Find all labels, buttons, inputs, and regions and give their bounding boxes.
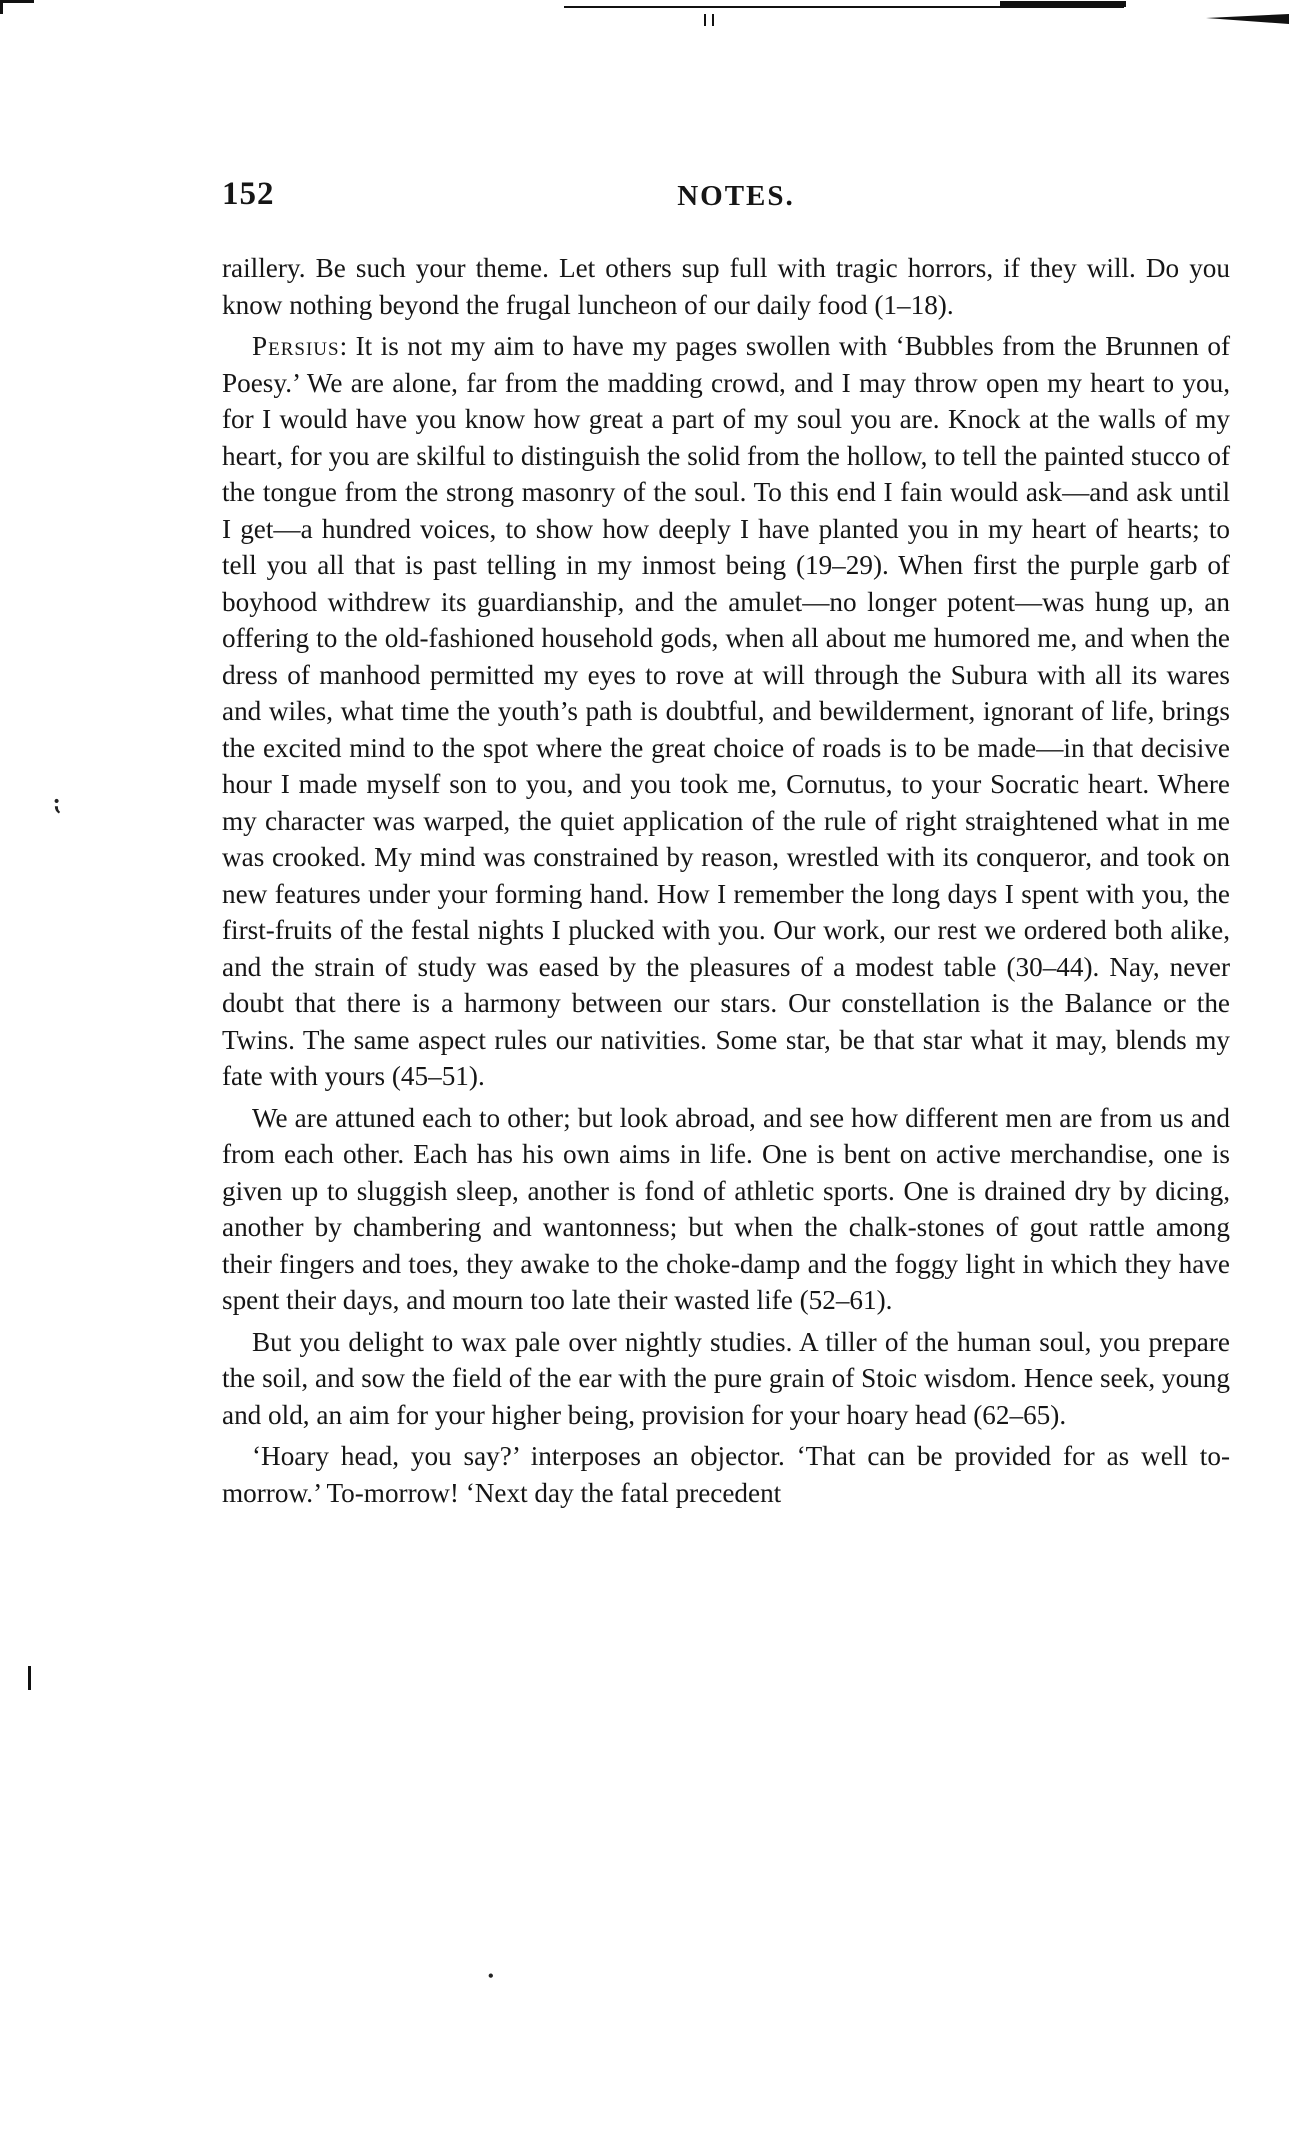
page-number: 152 bbox=[222, 176, 275, 212]
page-header bbox=[222, 176, 1230, 226]
body-text bbox=[222, 250, 1230, 1516]
scan-edge-mark-right bbox=[1206, 14, 1289, 24]
scan-tick-left-margin bbox=[28, 1666, 31, 1690]
paragraph: But you delight to wax pale over nightly studies. A tiller of the human soul, you prepare the soil, and sow the field of the ear with the pure grain of Stoic wisdom. Hence seek, young and old, an aim for your higher being, provision for your hoary head (62–65). bbox=[222, 1326, 1230, 1430]
scan-rule-top-thick bbox=[1000, 1, 1126, 7]
stray-dot-bottom: • bbox=[488, 1968, 494, 1985]
paragraph-text: : It is not my aim to have my pages swollen with ‘Bubbles from the Brunnen of Poesy.’ We are alone, far from the madding crowd, and I may throw open my heart to you, for I would have you know how great a part of my soul you are. Knock at the walls of my heart, for you are skilful to distinguish the solid from the hollow, to tell the painted stucco of the tongue from the strong masonry of the soul. To this end I fain would ask—and ask until I get—a hundred voices, to show how deeply I have planted you in my heart of hearts; to tell you all that is past telling in my inmost being (19–29). When first the purple garb of boyhood withdrew its guardianship, and the amulet—no longer potent—was hung up, an offering to the old-fashioned household gods, when all about me humored me, and when the dress of manhood permitted my eyes to rove at will through the Subura with all its wares and wiles, what time the youth’s path is doubtful, and bewilderment, ignorant of life, brings the excited mind to the spot where the great choice of roads is to be made—in that decisive hour I made myself son to you, and you took me, Cornutus, to your Socratic heart. Where my character was warped, the quiet application of the rule of right straightened what in me was crooked. My mind was constrained by reason, wrestled with its conqueror, and took on new features under your forming hand. How I remember the long days I spent with you, the first-fruits of the festal nights I plucked with you. Our work, our rest we ordered both alike, and the strain of study was eased by the pleasures of a modest table (30–44). Nay, never doubt that there is a harmony between our stars. Our constellation is the Balance or the Twins. The same aspect rules our nativities. Some star, be that star what it may, blends my fate with yours (45–51). bbox=[222, 331, 1230, 1091]
paragraph: raillery. Be such your theme. Let others sup full with tragic horrors, if they will. Do you know nothing beyond the frugal luncheon of our daily food (1–18). bbox=[222, 253, 1230, 320]
scan-tick-top bbox=[704, 14, 706, 26]
running-head: NOTES. bbox=[677, 180, 795, 212]
paragraph: ‘Hoary head, you say?’ interposes an objector. ‘That can be provided for as well to-morrow.’ To-morrow! ‘Next day the fatal precedent bbox=[222, 1441, 1230, 1508]
paragraph bbox=[222, 328, 1230, 1095]
scan-edge-mark-left-vertical bbox=[0, 0, 3, 14]
margin-mark: ⁏ bbox=[54, 790, 63, 815]
scan-tick-top-2 bbox=[712, 14, 714, 26]
speaker-name: Persius bbox=[252, 331, 340, 361]
scan-edge-mark-left bbox=[0, 0, 34, 3]
paragraph: We are attuned each to other; but look abroad, and see how different men are from us and from each other. Each has his own aims in life. One is bent on active merchandise, one is given up to sluggish sleep, another is fond of athletic sports. One is drained dry by dicing, another by chambering and wantonness; but when the chalk-stones of gout rattle among their fingers and toes, they awake to the choke-damp and the foggy light in which they have spent their days, and mourn too late their wasted life (52–61). bbox=[222, 1102, 1230, 1315]
